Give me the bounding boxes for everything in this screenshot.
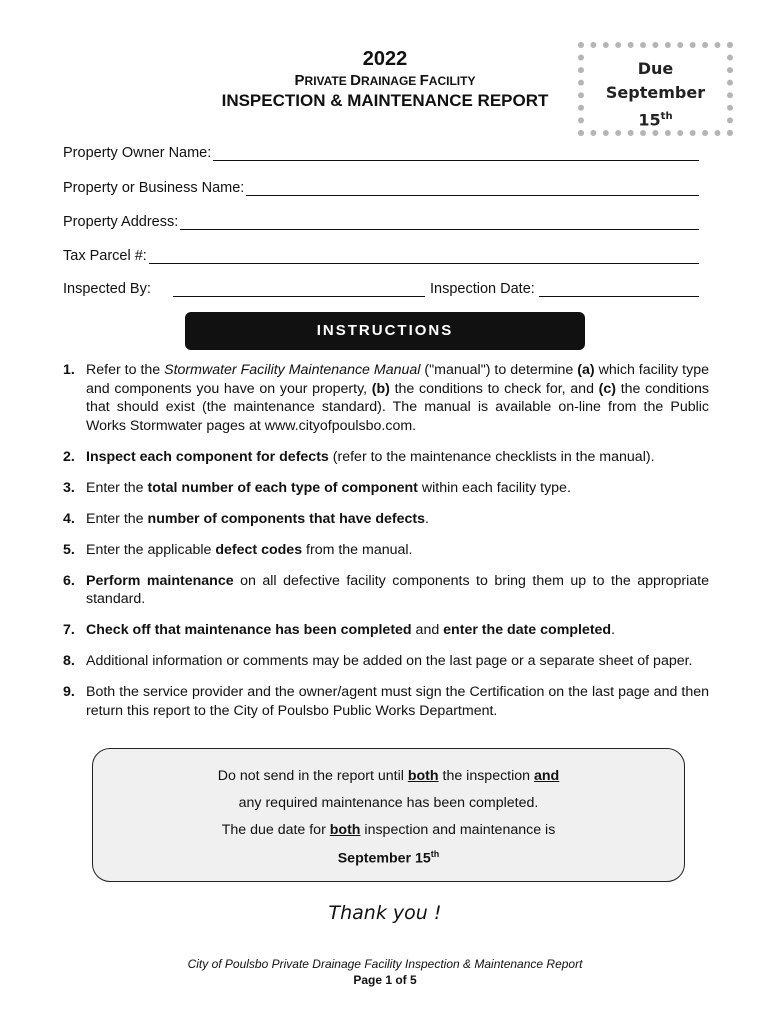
step-item: 6. Perform maintenance on all defective facility components to bring them up to the appropriate standard. xyxy=(63,572,709,607)
property-address-field[interactable] xyxy=(63,210,699,230)
tax-parcel-line[interactable] xyxy=(149,248,699,264)
inspected-by-label: Inspected By: xyxy=(63,281,151,297)
property-address-label: Property Address: xyxy=(63,214,179,230)
inspection-row xyxy=(63,279,699,299)
step-item: 3. Enter the total number of each type of component within each facility type. xyxy=(63,479,571,496)
step-item: 5. Enter the applicable defect codes from the manual. xyxy=(63,541,413,558)
step-item: 1. Refer to the Stormwater Facility Maintenance Manual ("manual") to determine (a) which facility type and components you have on your property, (b) the conditions to check for, and (c) the conditions that should exist (the maintenance standard). The manual is available on-line from the Public Works Stormwater pages at www.cityofpoulsbo.com. xyxy=(63,362,709,434)
inspected-by-line[interactable] xyxy=(173,281,425,297)
submission-notice-box: Do not send in the report until both the inspection and any required maintenance has been completed. The due date for both inspection and maintenance is September 15th xyxy=(92,748,685,882)
footer-title: City of Poulsbo Private Drainage Facility Inspection & Maintenance Report xyxy=(187,957,583,971)
inspection-date-line[interactable] xyxy=(539,281,699,297)
report-title: INSPECTION & MAINTENANCE REPORT xyxy=(221,91,549,110)
step-item: 2. Inspect each component for defects (refer to the maintenance checklists in the manual). xyxy=(63,448,655,465)
page-number: Page 1 of 5 xyxy=(353,973,417,987)
business-name-line[interactable] xyxy=(246,180,699,196)
step-item: 9. Both the service provider and the owner/agent must sign the Certification on the last page and then return this report to the City of Poulsbo Public Works Department. xyxy=(63,684,709,719)
owner-name-field[interactable] xyxy=(63,141,699,161)
business-name-label: Property or Business Name: xyxy=(63,180,245,196)
step-item: 8. Additional information or comments may be added on the last page or a separate sheet of paper. xyxy=(63,653,693,669)
inspection-date-label: Inspection Date: xyxy=(430,281,535,297)
report-subtitle: PRIVATE DRAINAGE FACILITY xyxy=(294,72,476,89)
tax-parcel-field[interactable] xyxy=(63,244,699,264)
step-item: 4. Enter the number of components that have defects. xyxy=(63,510,429,527)
thank-you-text: Thank you ! xyxy=(328,902,442,924)
tax-parcel-label: Tax Parcel #: xyxy=(63,248,147,264)
step-item: 7. Check off that maintenance has been completed and enter the date completed. xyxy=(63,622,616,638)
owner-name-label: Property Owner Name: xyxy=(63,145,212,161)
property-address-line[interactable] xyxy=(180,214,699,230)
instruction-steps xyxy=(63,361,709,733)
business-name-field[interactable] xyxy=(63,176,699,196)
instructions-banner: INSTRUCTIONS xyxy=(185,312,585,350)
due-date-stamp: Due September 15th xyxy=(578,42,733,136)
report-year: 2022 xyxy=(362,48,408,70)
owner-name-line[interactable] xyxy=(213,145,699,161)
